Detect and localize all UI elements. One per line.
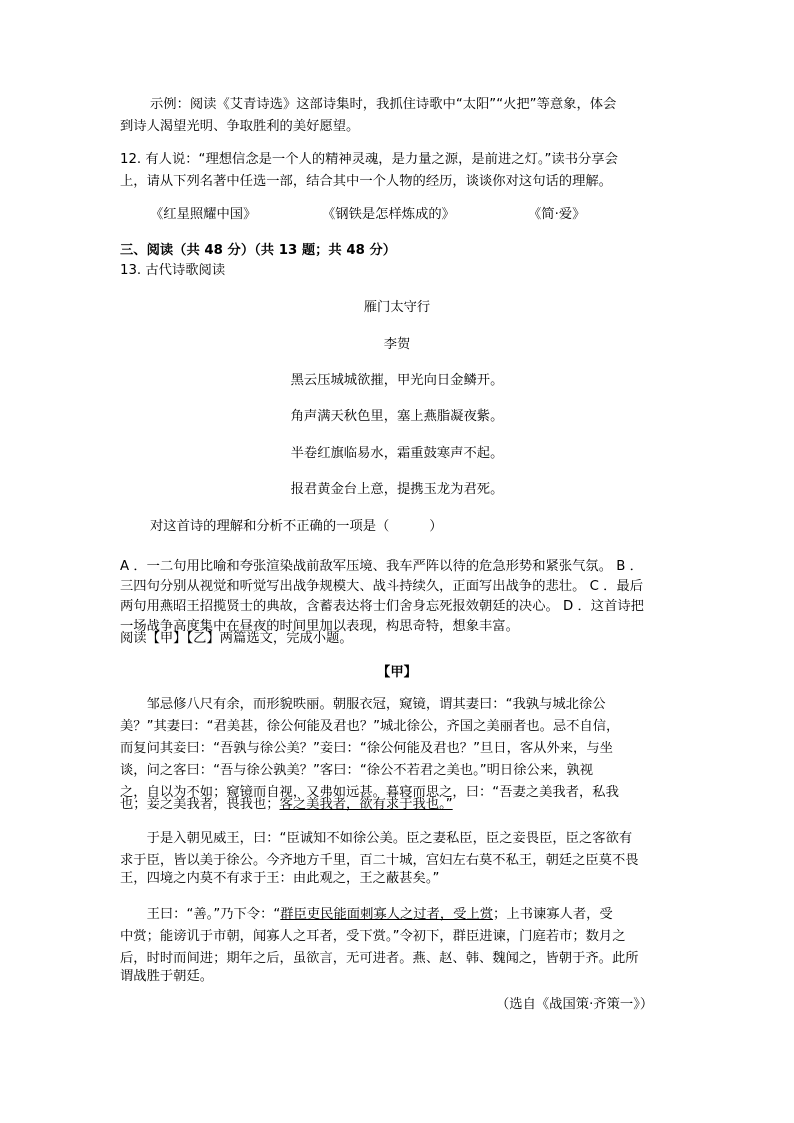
book-option-1: 《红星照耀中国》 — [150, 207, 257, 222]
para-3-text-a: 王曰：“善。”乃下令：“ — [120, 907, 281, 922]
passage-heading: 【甲】 — [377, 665, 417, 680]
passage-para-1-line-1: 邹忌修八尺有余，而形貌昳丽。朝服衣冠，窥镜，谓其妻曰：“我孰与城北徐公 — [120, 697, 606, 712]
passage-para-2-line-3: 王，四境之内莫不有求于王：由此观之，王之蔽甚矣。” — [120, 871, 440, 886]
poem-line-3: 半卷红旗临易水，霜重鼓寒声不起。 — [290, 446, 504, 461]
passage-para-3-line-4: 谓战胜于朝廷。 — [120, 969, 214, 984]
question-12-line-1: 12. 有人说：“理想信念是一个人的精神灵魂，是力量之源，是前进之灯。”读书分享会 — [120, 152, 618, 167]
options-line-3: 两句用燕昭王招揽贤士的典故，含蓄表达将士们舍身忘死报效朝廷的决心。 D ．这首诗把 — [120, 599, 644, 614]
book-option-3: 《简·爱》 — [528, 207, 586, 222]
passage-para-1-line-3: 而复问其妾曰：“吾孰与徐公美？”妾曰：“徐公何能及君也？”旦日，客从外来，与坐 — [120, 741, 613, 756]
options-line-2: 三四句分别从视觉和听觉写出战争规模大、战斗持续久，正面写出战争的悲壮。 C ．最后 — [120, 579, 644, 594]
section-title: 三、阅读（共 48 分）（共 13 题；共 48 分） — [120, 243, 397, 258]
book-option-2: 《钢铁是怎样炼成的》 — [322, 207, 455, 222]
passage-para-2-line-2: 求于臣，皆以美于徐公。今齐地方千里，百二十城，宫妇左右莫不私王，朝廷之臣莫不畏 — [120, 853, 639, 868]
poem-line-4: 报君黄金台上意，提携玉龙为君死。 — [290, 482, 504, 497]
reading-intro: 阅读【甲】【乙】两篇选文，完成小题。 — [120, 631, 353, 646]
poem-line-2: 角声满天秋色里，塞上燕脂凝夜紫。 — [290, 409, 504, 424]
poem-author: 李贺 — [383, 337, 411, 352]
example-line-1: 示例：阅读《艾青诗选》这部诗集时，我抓住诗歌中“太阳”“火把”等意象，体会 — [150, 97, 617, 112]
poem-line-1: 黑云压城城欲摧，甲光向日金鳞开。 — [290, 373, 504, 388]
underlined-sentence-1: 客之美我者，欲有求于我也。” — [279, 797, 453, 812]
para-1-plain-text: 也；妾之美我者，畏我也； — [120, 797, 280, 812]
passage-para-2-line-1: 于是入朝见威王，曰：“臣诚知不如徐公美。臣之妻私臣，臣之妾畏臣，臣之客欲有 — [120, 831, 633, 846]
passage-para-3-line-3: 后，时时而间进；期年之后，虽欲言，无可进者。燕、赵、韩、魏闻之，皆朝于齐。此所 — [120, 951, 639, 966]
options-line-1: A ．一二句用比喻和夸张渲染战前敌军压境、我车严阵以待的危急形势和紧张气氛。 B ． — [120, 559, 643, 574]
options-line-4: 一场战争高度集中在昼夜的时间里加以表现，构思奇特，想象丰富。 — [120, 619, 519, 634]
para-3-text-b: ；上书谏寡人者，受 — [493, 907, 613, 922]
passage-para-1-line-4: 谈，问之客曰：“吾与徐公孰美？”客曰：“徐公不若君之美也。”明日徐公来，孰视 — [120, 763, 593, 778]
poem-title: 雁门太守行 — [363, 300, 431, 315]
question-13-label: 13. 古代诗歌阅读 — [120, 263, 226, 278]
question-stem: 对这首诗的理解和分析不正确的一项是（ ） — [150, 519, 443, 534]
passage-para-3-line-2: 中赏；能谤讥于市朝，闻寡人之耳者，受下赏。”令初下，群臣进谏，门庭若市；数月之 — [120, 929, 626, 944]
passage-para-3-line-1 — [120, 904, 613, 926]
passage-para-1-line-6 — [120, 794, 453, 816]
underlined-sentence-2: 群臣吏民能面刺寡人之过者，受上赏 — [280, 907, 494, 922]
question-12-line-2: 上，请从下列名著中任选一部，结合其中一个人物的经历，谈谈你对这句话的理解。 — [120, 174, 612, 189]
passage-para-1-line-2: 美？”其妻曰：“君美甚，徐公何能及君也？”城北徐公，齐国之美丽者也。忌不自信， — [120, 719, 620, 734]
passage-para-1-line-5: 之，自以为不如；窥镜而自视，又弗如远甚。暮寝而思之，曰：“吾妻之美我者，私我 — [120, 785, 619, 800]
example-line-2: 到诗人渴望光明、争取胜利的美好愿望。 — [120, 119, 360, 134]
passage-source: （选自《战国策·齐策一》） — [496, 997, 654, 1012]
